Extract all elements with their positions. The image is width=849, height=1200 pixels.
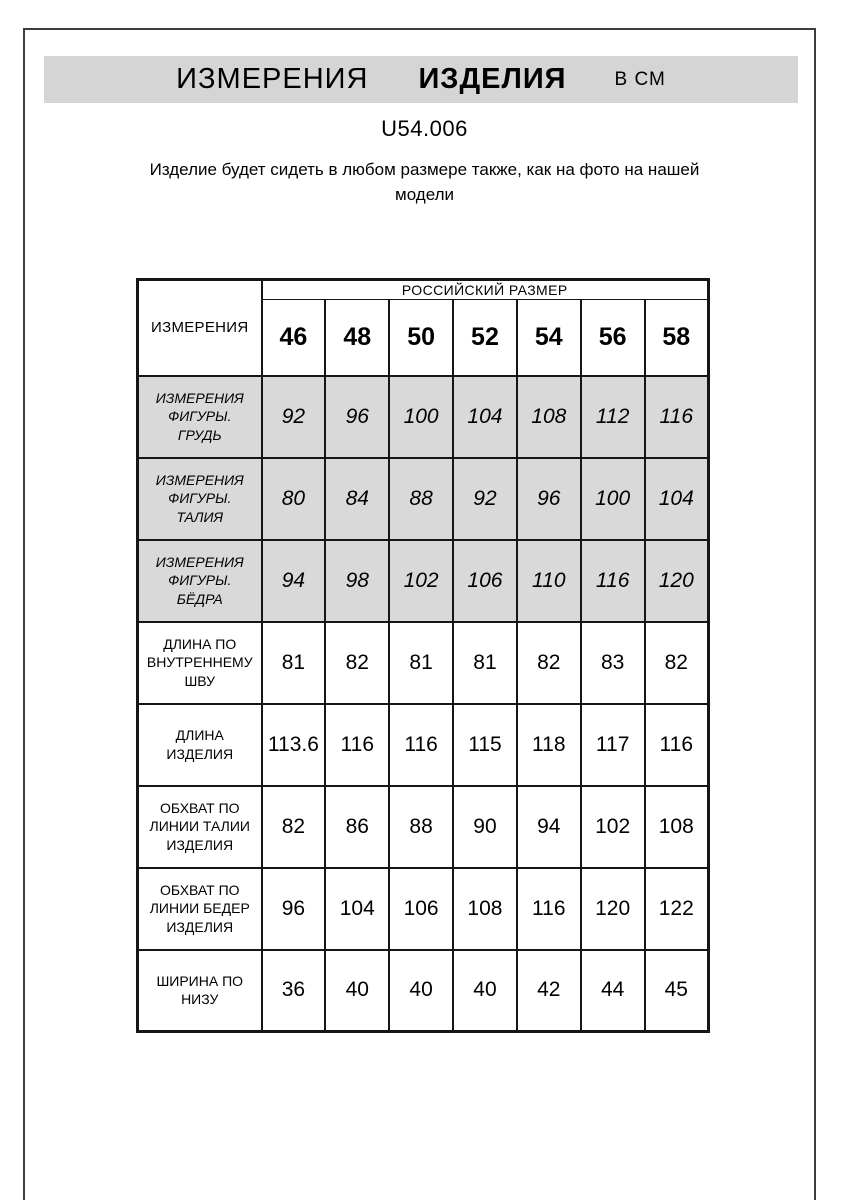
table-row [138,540,709,622]
value-cell: 120 [581,868,645,950]
corner-label: ИЗМЕРЕНИЯ [138,280,262,376]
table-row [138,950,709,1032]
table-header-group-row [138,280,709,300]
value-cell: 122 [645,868,709,950]
value-cell: 100 [581,458,645,540]
value-cell: 40 [325,950,389,1032]
subtitle-text: Изделие будет сидеть в любом размере также, как на фото на нашей модели [149,160,700,204]
value-cell: 116 [645,376,709,458]
size-header-cell: 46 [262,300,326,376]
product-code: U54.006 [381,116,468,141]
value-cell: 113.6 [262,704,326,786]
value-cell: 108 [517,376,581,458]
value-cell: 83 [581,622,645,704]
value-cell: 116 [581,540,645,622]
value-cell: 104 [645,458,709,540]
row-label: ОБХВАТ ПО ЛИНИИ ТАЛИИ ИЗДЕЛИЯ [138,786,262,868]
row-label: ИЗМЕРЕНИЯ ФИГУРЫ. ТАЛИЯ [138,458,262,540]
table-row [138,704,709,786]
value-cell: 82 [645,622,709,704]
value-cell: 96 [517,458,581,540]
value-cell: 80 [262,458,326,540]
value-cell: 81 [262,622,326,704]
value-cell: 110 [517,540,581,622]
table-row [138,868,709,950]
value-cell: 90 [453,786,517,868]
header-title-measurements: ИЗМЕРЕНИЯ [176,63,369,95]
value-cell: 117 [581,704,645,786]
header-title-product: ИЗДЕЛИЯ [418,63,567,95]
value-cell: 42 [517,950,581,1032]
value-cell: 44 [581,950,645,1032]
value-cell: 88 [389,458,453,540]
value-cell: 106 [389,868,453,950]
value-cell: 116 [645,704,709,786]
value-cell: 96 [325,376,389,458]
row-label: ДЛИНА ПО ВНУТРЕННЕМУ ШВУ [138,622,262,704]
row-label: ИЗМЕРЕНИЯ ФИГУРЫ. БЁДРА [138,540,262,622]
table-row [138,458,709,540]
value-cell: 100 [389,376,453,458]
size-header-cell: 50 [389,300,453,376]
size-header-cell: 56 [581,300,645,376]
value-cell: 116 [325,704,389,786]
size-group-label: РОССИЙСКИЙ РАЗМЕР [262,280,709,300]
size-header-cell: 52 [453,300,517,376]
table-row [138,786,709,868]
value-cell: 116 [517,868,581,950]
value-cell: 40 [453,950,517,1032]
value-cell: 104 [325,868,389,950]
value-cell: 96 [262,868,326,950]
size-header-cell: 58 [645,300,709,376]
row-label: ИЗМЕРЕНИЯ ФИГУРЫ. ГРУДЬ [138,376,262,458]
value-cell: 82 [517,622,581,704]
value-cell: 94 [262,540,326,622]
value-cell: 104 [453,376,517,458]
value-cell: 36 [262,950,326,1032]
size-header-cell: 48 [325,300,389,376]
value-cell: 112 [581,376,645,458]
value-cell: 88 [389,786,453,868]
value-cell: 118 [517,704,581,786]
value-cell: 86 [325,786,389,868]
size-table [136,278,710,1033]
value-cell: 92 [262,376,326,458]
header-unit-label: В СМ [614,68,666,90]
table-row [138,622,709,704]
value-cell: 92 [453,458,517,540]
value-cell: 98 [325,540,389,622]
value-cell: 81 [389,622,453,704]
value-cell: 84 [325,458,389,540]
row-label: ДЛИНА ИЗДЕЛИЯ [138,704,262,786]
value-cell: 40 [389,950,453,1032]
table-row [138,376,709,458]
row-label: ОБХВАТ ПО ЛИНИИ БЕДЕР ИЗДЕЛИЯ [138,868,262,950]
value-cell: 108 [645,786,709,868]
header-bar [44,56,798,103]
value-cell: 116 [389,704,453,786]
subtitle [0,158,849,207]
value-cell: 94 [517,786,581,868]
value-cell: 108 [453,868,517,950]
value-cell: 120 [645,540,709,622]
value-cell: 82 [325,622,389,704]
value-cell: 102 [389,540,453,622]
value-cell: 81 [453,622,517,704]
value-cell: 106 [453,540,517,622]
size-header-cell: 54 [517,300,581,376]
row-label: ШИРИНА ПО НИЗУ [138,950,262,1032]
value-cell: 45 [645,950,709,1032]
value-cell: 102 [581,786,645,868]
value-cell: 115 [453,704,517,786]
value-cell: 82 [262,786,326,868]
